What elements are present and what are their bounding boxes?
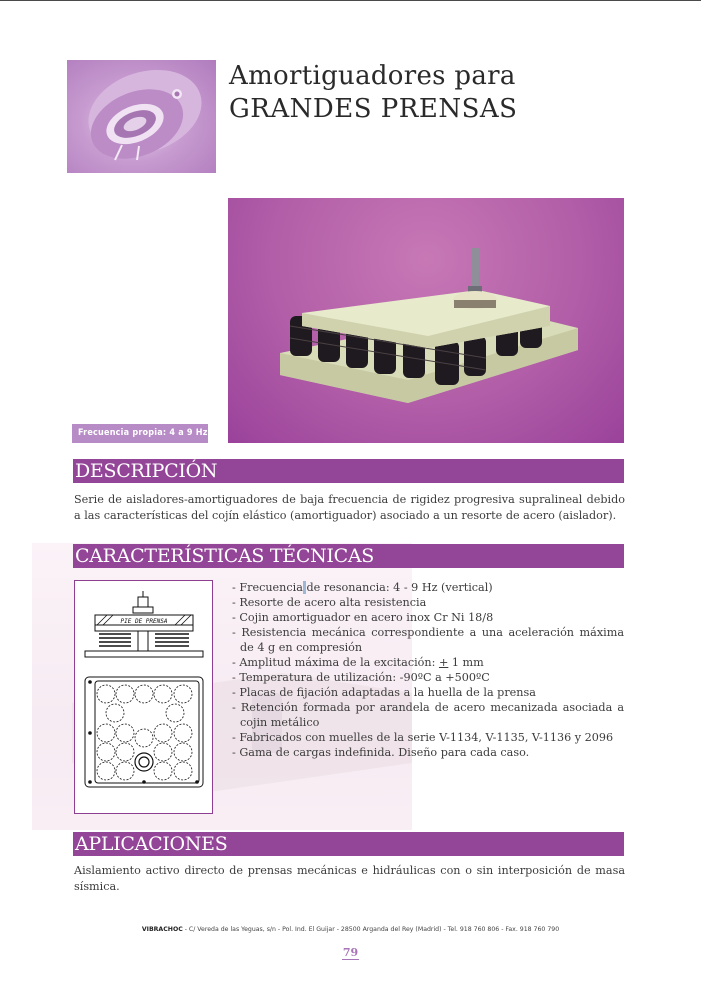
aplicaciones-text: Aislamiento activo directo de prensas mecánicas e hidráulicas con o sin interposición de masa sísmica. <box>74 864 625 893</box>
section-heading-descripcion: DESCRIPCIÓN <box>73 459 624 483</box>
spec-item: - Retención formada por arandela de acero mecanizada asociada a cojin metálico <box>232 701 624 729</box>
title-line-2: GRANDES PRENSAS <box>229 94 518 124</box>
header-thumbnail-photo <box>67 60 216 173</box>
spec-item: - Amplitud máxima de la excitación: + 1 mm <box>232 656 484 669</box>
spec-item: - Fabricados con muelles de la serie V-1134, V-1135, V-1136 y 2096 <box>232 731 614 744</box>
spec-item: - Frecuencia de resonancia: 4 - 9 Hz (vertical) <box>232 581 493 594</box>
page-number: 79 <box>342 946 359 959</box>
spec-item: - Resorte de acero alta resistencia <box>232 596 427 609</box>
spec-item: - Gama de cargas indefinida. Diseño para cada caso. <box>232 746 530 759</box>
spec-item: - Resistencia mecánica correspondiente a una aceleración máxima de 4 g en compresión <box>232 626 624 654</box>
top-rule <box>0 0 701 1</box>
spec-item: - Cojin amortiguador en acero inox Cr Ni 18/8 <box>232 611 494 624</box>
section-heading-aplicaciones: APLICACIONES <box>73 832 624 856</box>
section-heading-caracteristicas: CARACTERÍSTICAS TÉCNICAS <box>73 544 624 568</box>
company-name: VIBRACHOC <box>141 926 183 933</box>
page-title <box>229 60 517 126</box>
drawing-label: PIE DE PRENSA <box>120 618 168 625</box>
address-text: - C/ Vereda de las Yeguas, s/n - Pol. Ind. El Guijar - 28500 Arganda del Rey (Madrid) - Tel. 918 760 806 - Fax. 918 760 790 <box>182 926 560 933</box>
title-line-1: Amortiguadores para <box>229 61 516 91</box>
descripcion-text: Serie de aisladores-amortiguadores de baja frecuencia de rigidez progresiva supralineal debido a las características del cojín elástico (amortiguador) asociado a un resorte de acero (aislador). <box>74 493 625 522</box>
product-photo <box>228 198 624 443</box>
spec-item: - Placas de fijación adaptadas a la huella de la prensa <box>232 686 536 699</box>
footer-address <box>0 926 701 933</box>
spec-item: - Temperatura de utilización: -90ºC a +500ºC <box>232 671 490 684</box>
technical-drawing <box>74 580 213 814</box>
specs-list <box>232 580 624 760</box>
frequency-tag: Frecuencia propia: 4 a 9 Hz <box>72 424 208 443</box>
